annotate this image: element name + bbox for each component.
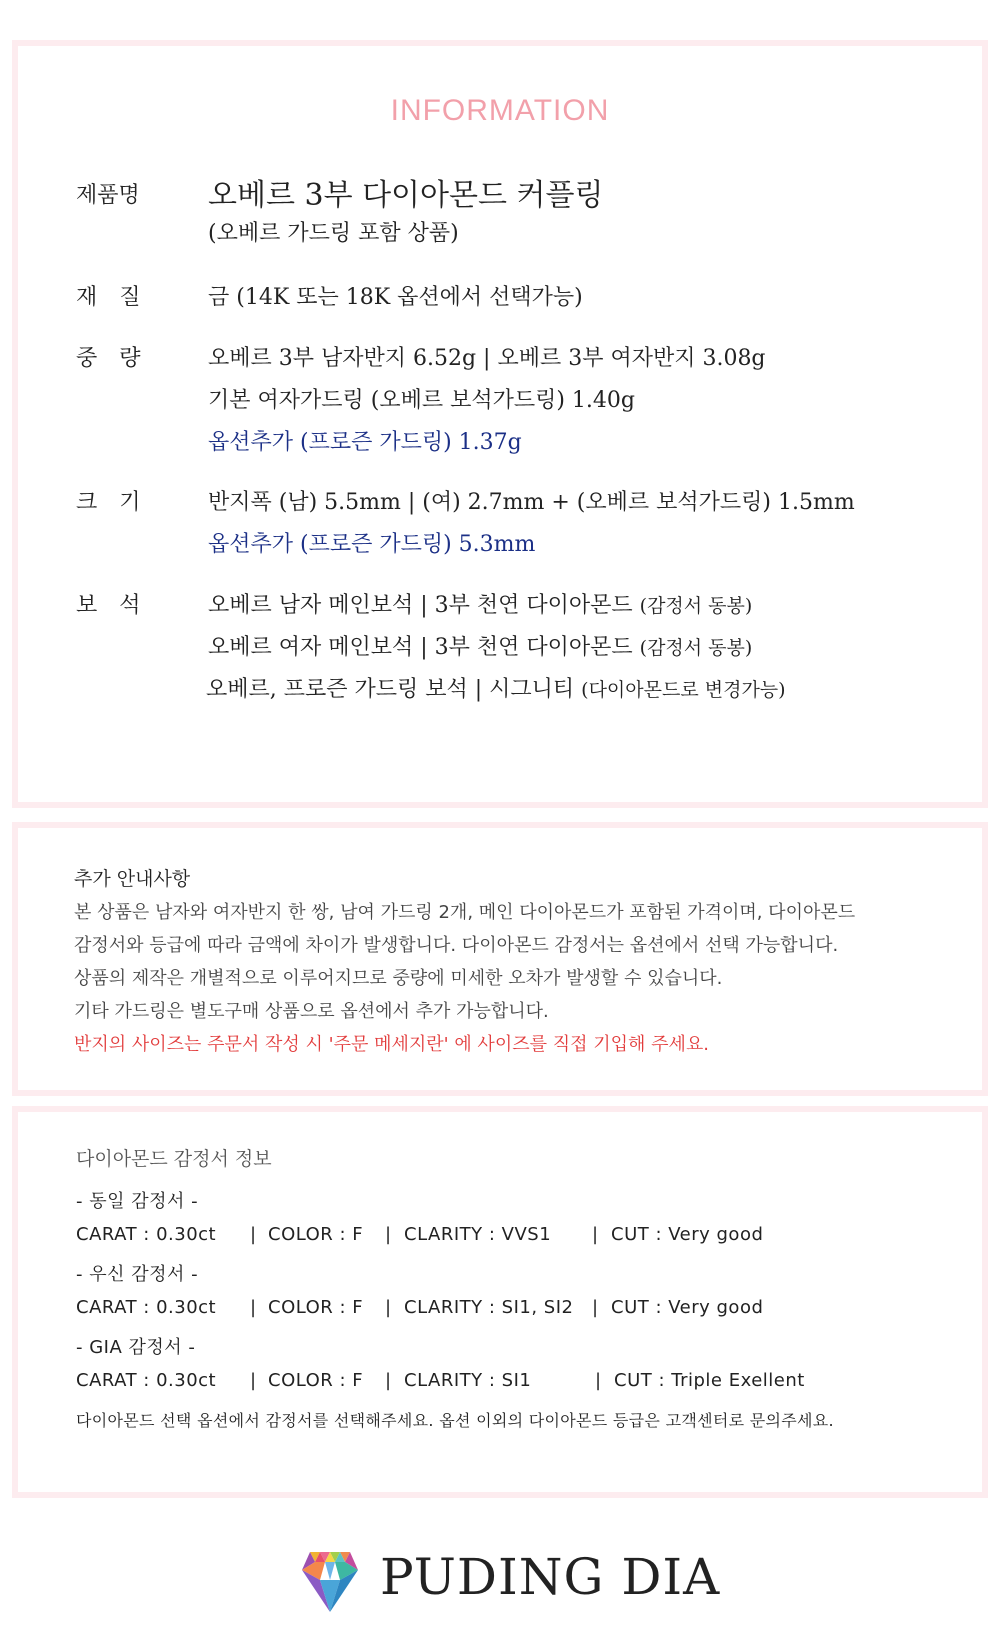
gem-line-1-note: (감정서 동봉) xyxy=(639,595,753,617)
cert-separator: | xyxy=(385,1370,392,1391)
gem-line-3 xyxy=(206,672,786,703)
certificate-heading: 다이아몬드 감정서 정보 xyxy=(76,1148,272,1170)
gem-line-2-note: (감정서 동봉) xyxy=(639,637,753,659)
notice-panel xyxy=(12,822,988,1096)
information-panel xyxy=(12,40,988,808)
notice-line-4: 기타 가드링은 별도구매 상품으로 옵션에서 추가 가능합니다. xyxy=(74,1001,549,1022)
cert-clarity: CLARITY : VVS1 xyxy=(404,1224,552,1245)
cert-cut: CUT : Triple Exellent xyxy=(614,1370,805,1391)
label-material: 재 질 xyxy=(76,285,141,310)
cert-cut: CUT : Very good xyxy=(611,1297,764,1318)
cert-row-3 xyxy=(18,1370,982,1394)
cert-separator: | xyxy=(250,1224,257,1245)
gem-line-1-main: 오베르 남자 메인보석 | 3부 천연 다이아몬드 xyxy=(208,593,633,618)
notice-line-1: 본 상품은 남자와 여자반지 한 쌍, 남여 가드링 2개, 메인 다이아몬드가 포함된 가격이며, 다이아몬드 xyxy=(74,902,856,923)
cert-color: COLOR : F xyxy=(268,1224,364,1245)
label-size: 크 기 xyxy=(76,490,141,515)
brand-logo-text: PUDING DIA xyxy=(380,1548,721,1606)
size-line-1: 반지폭 (남) 5.5mm | (여) 2.7mm + (오베르 보석가드링) 1.5mm xyxy=(208,490,855,515)
certificate-panel xyxy=(12,1106,988,1498)
cert-group-name-1: - 동일 감정서 - xyxy=(76,1191,199,1212)
information-title: INFORMATION xyxy=(390,94,610,127)
label-product-name: 제품명 xyxy=(76,183,140,208)
notice-line-2: 감정서와 등급에 따라 금액에 차이가 발생합니다. 다이아몬드 감정서는 옵션에서 선택 가능합니다. xyxy=(74,935,839,956)
cert-separator: | xyxy=(250,1370,257,1391)
cert-carat: CARAT : 0.30ct xyxy=(76,1224,217,1245)
label-gem: 보 석 xyxy=(76,593,141,618)
cert-row-2 xyxy=(18,1297,982,1321)
product-subtitle: (오베르 가드링 포함 상품) xyxy=(208,221,459,246)
cert-clarity: CLARITY : SI1, SI2 xyxy=(404,1297,574,1318)
cert-group-name-2: - 우신 감정서 - xyxy=(76,1264,199,1285)
notice-heading: 추가 안내사항 xyxy=(74,868,191,890)
cert-cut: CUT : Very good xyxy=(611,1224,764,1245)
product-name: 오베르 3부 다이아몬드 커플링 xyxy=(208,178,604,213)
certificate-warning: 다이아몬드 선택 옵션에서 감정서를 선택해주세요. 옵션 이외의 다이아몬드 등급은 고객센터로 문의주세요. xyxy=(76,1411,834,1430)
label-weight: 중 량 xyxy=(76,346,141,371)
diamond-icon xyxy=(300,1550,360,1614)
weight-option-line: 옵션추가 (프로즌 가드링) 1.37g xyxy=(208,430,522,455)
cert-separator: | xyxy=(595,1370,602,1391)
cert-carat: CARAT : 0.30ct xyxy=(76,1297,217,1318)
cert-separator: | xyxy=(250,1297,257,1318)
gem-line-1 xyxy=(208,588,752,619)
weight-line-2: 기본 여자가드링 (오베르 보석가드링) 1.40g xyxy=(208,388,635,413)
size-option-line: 옵션추가 (프로즌 가드링) 5.3mm xyxy=(208,532,536,557)
cert-carat: CARAT : 0.30ct xyxy=(76,1370,217,1391)
gem-line-3-main: 오베르, 프로즌 가드링 보석 | 시그니티 xyxy=(206,677,575,702)
cert-color: COLOR : F xyxy=(268,1297,364,1318)
notice-line-3: 상품의 제작은 개별적으로 이루어지므로 중량에 미세한 오차가 발생할 수 있습니다. xyxy=(74,968,723,989)
notice-warning: 반지의 사이즈는 주문서 작성 시 '주문 메세지란' 에 사이즈를 직접 기입해 주세요. xyxy=(74,1034,709,1055)
weight-line-1: 오베르 3부 남자반지 6.52g | 오베르 3부 여자반지 3.08g xyxy=(208,346,766,371)
cert-group-name-3: - GIA 감정서 - xyxy=(76,1337,196,1358)
cert-separator: | xyxy=(385,1297,392,1318)
gem-line-3-note: (다이아몬드로 변경가능) xyxy=(581,679,786,701)
cert-separator: | xyxy=(592,1297,599,1318)
gem-line-2 xyxy=(208,630,752,661)
cert-color: COLOR : F xyxy=(268,1370,364,1391)
gem-line-2-main: 오베르 여자 메인보석 | 3부 천연 다이아몬드 xyxy=(208,635,633,660)
cert-separator: | xyxy=(592,1224,599,1245)
material-value: 금 (14K 또는 18K 옵션에서 선택가능) xyxy=(208,285,583,310)
cert-row-1 xyxy=(18,1224,982,1248)
cert-separator: | xyxy=(385,1224,392,1245)
cert-clarity: CLARITY : SI1 xyxy=(404,1370,532,1391)
